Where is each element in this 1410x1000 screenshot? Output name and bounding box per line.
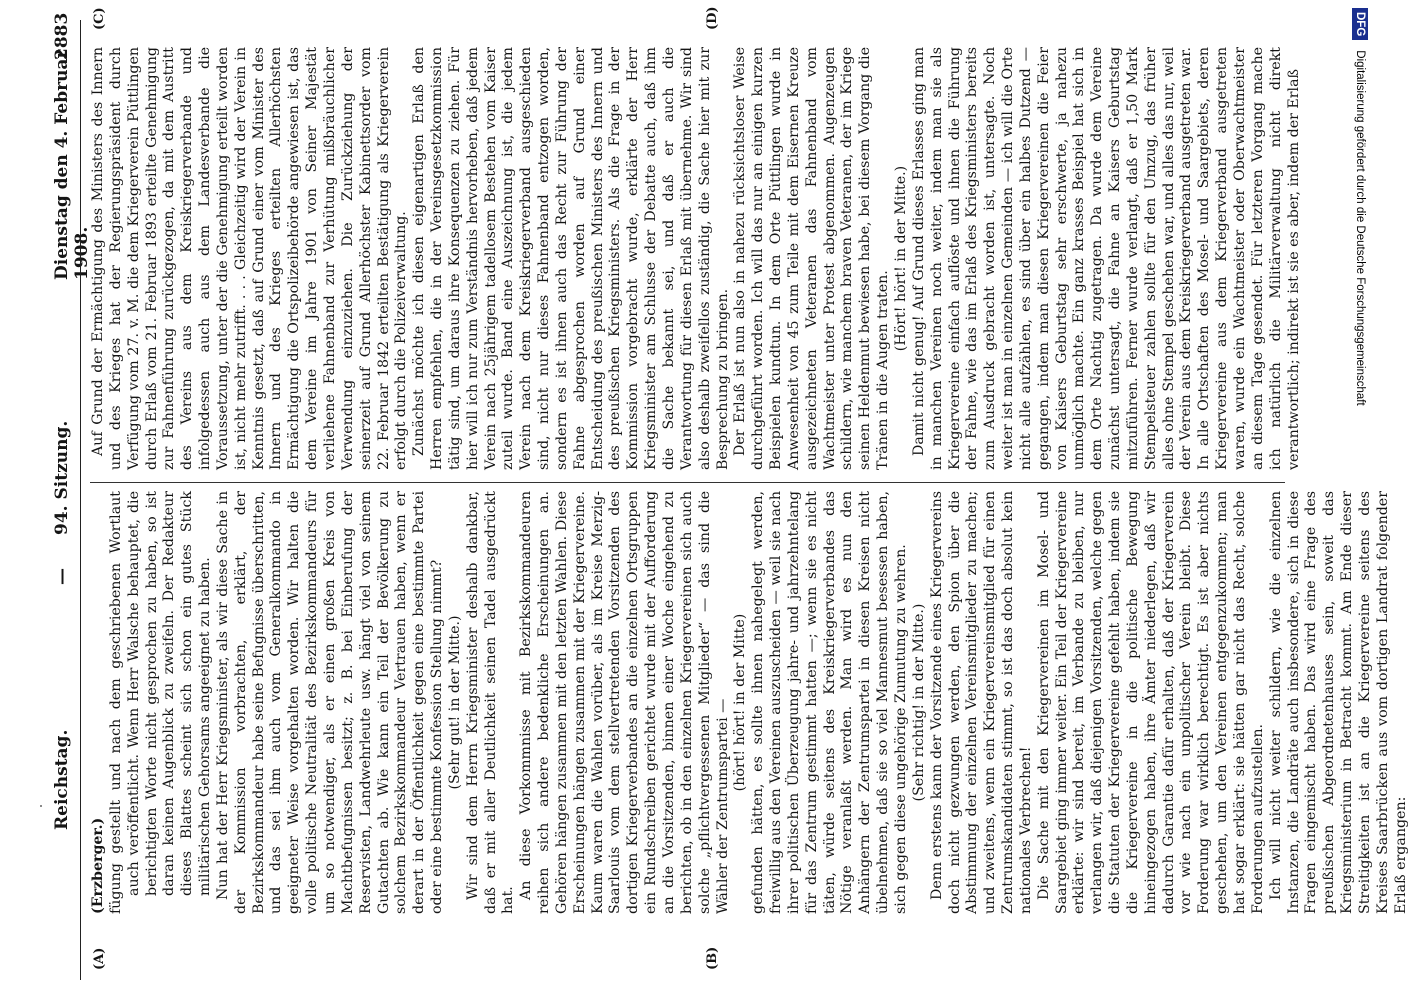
quoted-paragraph: fügung gestellt und nach dem geschriebenen Wortlaut auch veröffentlicht. Wenn Herr Walsche behauptet, die berichtigten Worte nicht gesprochen zu haben, so ist daran keinen Augenblick zu zweifeln. Der Redakteur dieses Blattes scheint sich schon ein gutes Stück militärischen Gehorsams angeeignet zu haben. (107, 491, 214, 914)
body-paragraph: Nun hat der Herr Kriegsminister, als wir diese Sache in der Kommission vorbrachten, erklärt, der Bezirkskommandeur habe seine Befugnisse überschritten, und das sei ihm auch vom Generalkommando in geeigneter Weise vorgehalten worden. Wir halten die volle politische Neutralität des Bezirkskommandeurs für um so notwendiger, als er einen großen Kreis von Machtbefugnissen besitzt; z. B. bei Einberufung der Reservisten, Landwehrleute usw. hängt viel von seinem Gutachten ab. Wie kann ein Teil der Bevölkerung zu solchem Bezirkskommandeur Vertrauen haben, wenn er derart in der Öffentlichkeit gegen eine bestimmte Partei oder eine bestimmte Konfession Stellung nimmt? (214, 491, 446, 914)
body-paragraph: Damit nicht genug! Auf Grund dieses Erlasses ging man in manchen Vereinen noch weiter, indem man sie als Kriegervereine einfach auflöste und ihnen die Führung der Fahne, wie das im Erlaß des Kriegsministers bereits zum Ausdruck gebracht worden ist, untersagte. Noch weiter ist man in einzelnen Gemeinden — ich will die Orte nicht alle aufzählen, es sind über ein halbes Dutzend — gegangen, indem man diesen Kriegervereinen die Feier von Kaisers Geburtstag sehr erschwerte, ja nahezu unmöglich machte. Ein ganz krasses Beispiel hat sich in dem Orte Nachtig zugetragen. Da wurde dem Vereine zunächst untersagt, die Fahne an Kaisers Geburtstag mitzuführen. Ferner wurde verlangt, daß er 1,50 Mark Stempelsteuer zahlen sollte für den Umzug, das früher alles ohne Stempel geschehen war, und alles das nur, weil der Verein aus dem Kreiskriegerverband ausgetreten war. In alle Ortschaften des Mosel- und Saargebiets, deren Kriegervereine aus dem Kriegerverband ausgetreten waren, wurde ein Wachtmeister oder Oberwachtmeister an diesem Tage gesendet. Für letzteren Vorgang mache ich natürlich die Militärverwaltung nicht direkt verantwortlich; indirekt ist sie es aber, indem der Erlaß (910, 47, 1302, 470)
interjection: (hört! hört! in der Mitte) (732, 613, 749, 792)
column-divider (90, 482, 1285, 483)
header-rule (80, 20, 81, 980)
page-number: 2883 (52, 12, 72, 60)
body-paragraph: Denn erstens kann der Vorsitzende eines Kriegervereins doch nicht gezwungen werden, den Spion über die Abstimmung der einzelnen Vereinsmitglieder zu machen; und zweitens, wenn ein Kriegervereinsmitglied für einen Zentrumskandidaten stimmt, so ist das doch absolut kein nationales Verbrechen! (928, 491, 1034, 914)
running-head-date: Dienstag den 4. Februar 1908. (52, 49, 92, 280)
running-head-separator: — (52, 568, 72, 585)
body-paragraph: Ich will nicht weiter schildern, wie die einzelnen Instanzen, die Landräte auch insbesondere, sich in diese Fragen eingemischt haben. Das wird eine Frage des preußischen Abgeordnetenhauses sein, soweit das Kriegsministerium in Betracht kommt. Am Ende dieser Streitigkeiten ist an die Kriegervereine seitens des Kreises Saarbrücken aus vom dortigen Landrat folgender Erlaß ergangen: (1267, 491, 1409, 914)
interjection: (Sehr gut! in der Mitte.) (446, 615, 463, 790)
scan-speck (40, 805, 42, 807)
digitization-credit: Digitalisierung gefördert durch die Deutsche Forschungsgemeinschaft (1354, 50, 1366, 406)
margin-marker-d: (D) (705, 6, 720, 30)
running-head-title: Reichstag. (52, 729, 72, 830)
left-column (90, 491, 1409, 914)
dfg-logo: DFG (1352, 8, 1368, 40)
body-paragraph: gefunden hätten, es sollte ihnen nahegelegt werden, freiwillig aus den Vereinen auszuscheiden — weil sie nach ihrer politischen Überzeugung jahre- und jahrzehntelang für das Zentrum gestimmt hatten —; wenn sie es nicht täten, würde seitens des Kreiskriegerverbandes das Nötige veranlaßt werden. Man wird es nun den Anhängern der Zentrumspartei in diesen Kreisen nicht übelnehmen, daß sie so viel Mannesmut besessen haben, sich gegen diese ungehörige Zumutung zu wehren. (750, 491, 909, 914)
body-paragraph: Zunächst möchte ich diesen eigenartigen Erlaß den Herren empfehlen, die in der Vereinsgesetzkommission tätig sind, um daraus ihre Konsequenzen zu ziehen. Für hier will ich nur zum Verständnis hervorheben, daß jedem Verein nach 25jährigem tadellosem Bestehen vom Kaiser zuteil wurde. Band eine Auszeichnung ist, die jedem Verein nach dem Kreiskriegerverband ausgeschieden sind, nicht nur dieses Fahnenband entzogen worden, sondern es ist ihnen auch das Recht zur Führung der Fahne abgesprochen worden auf Grund einer Entscheidung des preußischen Ministers des Innern und des preußischen Kriegsministers. Als die Frage in der Kommission vorgebracht wurde, erklärte der Herr Kriegsminister am Schlusse der Debatte auch, daß ihm die Sache bekannt sei, und daß er auch die Verantwortung für diesen Erlaß mit übernehme. Wir sind also deshalb zweifellos zuständig, die Sache hier mit zur Besprechung zu bringen. (411, 47, 731, 470)
digitization-note (1340, 8, 1380, 993)
interjection: (Hört! hört! in der Mitte.) (892, 165, 909, 352)
margin-marker-b: (B) (705, 946, 720, 970)
body-paragraph: Wir sind dem Herrn Kriegsminister deshalb dankbar, daß er mit aller Deutlichkeit seinen Tadel ausgedrückt hat. (464, 491, 517, 914)
body-paragraph: Der Erlaß ist nun also in nahezu rücksichtsloser Weise durchgeführt worden. Ich will das nur an einigen kurzen Beispielen kundtun. In dem Orte Püttlingen wurde in Anwesenheit von 45 zum Teile mit dem Eisernen Kreuze ausgezeichneten Veteranen das Fahnenband vom Wachtmeister unter Protest abgenommen. Augenzeugen schildern, wie manchem braven Veteranen, der im Kriege seinen Heldenmut bewiesen habe, bei diesem Vorgang die Tränen in die Augen traten. (732, 47, 892, 470)
body-paragraph: Die Sache mit den Kriegervereinen im Mosel- und Saargebiet ging immer weiter. Ein Teil der Kriegervereine erklärte: wir sind bereit, im Verbande zu bleiben, nur verlangen wir, daß diejenigen Vorsitzenden, welche gegen die Statuten der Kriegervereine gefehlt haben, indem sie die Kriegervereine in die politische Bewegung hineingezogen haben, ihre Ämter niederlegen, daß wir dadurch Garantie dafür erhalten, daß der Kriegerverein vor wie nach ein unpolitischer Verein bleibt. Diese Forderung war wirklich berechtigt. Es ist aber nichts geschehen, um den Vereinen entgegenzukommen; man hat sogar erklärt: sie hätten gar nicht das Recht, solche Forderungen aufzustellen. (1035, 491, 1266, 914)
margin-marker-a: (A) (92, 947, 107, 970)
interjection: (Sehr richtig! in der Mitte.) (910, 603, 927, 802)
running-head (52, 12, 92, 980)
running-head-session: 94. Sitzung. (52, 420, 72, 535)
speaker-name: (Erzberger.) (90, 817, 106, 914)
body-paragraph: An diese Vorkommnisse mit Bezirkskommandeuren reihen sich andere bedenkliche Erscheinungen an. Gehören hängen zusammen mit den letzten Wahlen. Diese Erscheinungen hängen zusammen mit der Kriegervereine. Kaum waren die Wahlen vorüber, als im Kreise Merzig-Saarlouis vom dem stellvertretenden Vorsitzenden des dortigen Kriegerverbandes an die einzelnen Ortsgruppen ein Rundschreiben gerichtet wurde mit der Aufforderung an die Vorsitzenden, binnen einer Woche eingehend zu berichten, ob in den einzelnen Kriegervereinen sich auch solche „pflichtvergessenen Mitglieder“ — das sind die Wähler der Zentrumspartei — (518, 491, 731, 914)
margin-marker-c: (C) (92, 7, 107, 30)
right-column (90, 47, 1302, 470)
quoted-decree: Auf Grund der Ermächtigung des Ministers des Innern und des Krieges hat der Regierungspräsident durch Verfügung vom 27. v. M. die dem Kriegerverein Püttlingen durch Erlaß vom 21. Februar 1893 erteilte Genehmigung zur Fahnenführung zurückgezogen, da mit dem Austritt des Vereins aus dem Kreiskriegerverbande und infolgedessen auch aus dem Landesverbande die Voraussetzung, unter der die Genehmigung erteilt worden ist, nicht mehr zutrifft. . . . Gleichzeitig wird der Verein in Kenntnis gesetzt, daß auf Grund einer vom Minister des Innern und des Krieges erteilten Allerhöchsten Ermächtigung die Ortspolizeibehörde angewiesen ist, das dem Vereine im Jahre 1901 von Seiner Majestät verliehene Fahnenband zur Verhütung mißbräuchlicher Verwendung einzuziehen. Die Zurückziehung der seinerzeit auf Grund Allerhöchster Kabinettsorder vom 22. Februar 1842 erteilten Bestätigung als Kriegerverein erfolgt durch die Polizeiverwaltung. (90, 47, 410, 470)
